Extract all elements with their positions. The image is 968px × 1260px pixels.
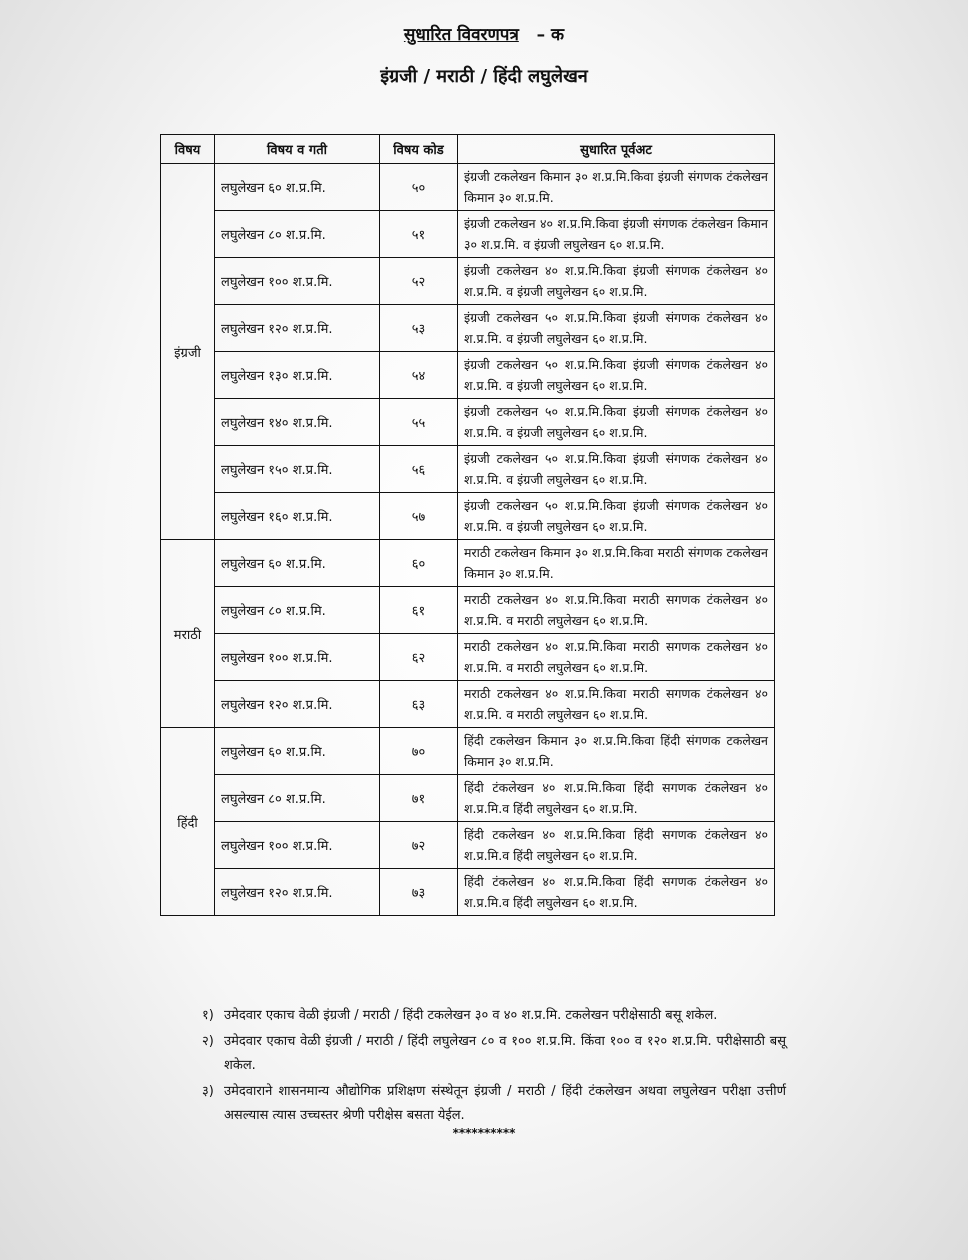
- code-cell: ६०: [380, 540, 458, 587]
- code-cell: ५५: [380, 399, 458, 446]
- table-row: [161, 540, 775, 587]
- note-number: १): [202, 1008, 214, 1023]
- speed-cell: लघुलेखन १०० श.प्र.मि.: [215, 258, 380, 305]
- code-cell: ५३: [380, 305, 458, 352]
- speed-cell: लघुलेखन १५० श.प्र.मि.: [215, 446, 380, 493]
- prerequisite-cell: मराठी टकलेखन किमान ३० श.प्र.मि.किवा मराठी संगणक टकलेखन किमान ३० श.प्र.मि.: [458, 540, 775, 587]
- document-subtitle: इंग्रजी / मराठी / हिंदी लघुलेखन: [380, 66, 588, 87]
- prerequisite-cell: इंग्रजी टकलेखन ४० श.प्र.मि.किवा इंग्रजी संगणक टंकलेखन ४० श.प्र.मि. व इंग्रजी लघुलेखन ६० श.प्र.मि.: [458, 258, 775, 305]
- note-number: २): [202, 1034, 214, 1049]
- table-row: [161, 258, 775, 305]
- prerequisite-cell: इंग्रजी टकलेखन किमान ३० श.प्र.मि.किवा इंग्रजी संगणक टंकलेखन किमान ३० श.प्र.मि.: [458, 164, 775, 211]
- code-cell: ७२: [380, 822, 458, 869]
- table-row: [161, 775, 775, 822]
- code-cell: ५४: [380, 352, 458, 399]
- header-subject-speed: विषय व गती: [215, 135, 380, 164]
- document-title: [0, 22, 968, 45]
- table-row: [161, 634, 775, 681]
- table-row: [161, 352, 775, 399]
- speed-cell: लघुलेखन १२० श.प्र.मि.: [215, 681, 380, 728]
- note-text: उमेदवार एकाच वेळी इंग्रजी / मराठी / हिंदी लघुलेखन ८० व १०० श.प्र.मि. किंवा १०० व १२० श.प्र.मि. परीक्षेसाठी बसू शकेल.: [224, 1034, 786, 1073]
- prerequisite-cell: मराठी टकलेखन ४० श.प्र.मि.किवा मराठी सगणक टकलेखन ४० श.प्र.मि. व मराठी लघुलेखन ६० श.प्र.मि.: [458, 634, 775, 681]
- speed-cell: लघुलेखन १४० श.प्र.मि.: [215, 399, 380, 446]
- speed-cell: लघुलेखन ६० श.प्र.मि.: [215, 728, 380, 775]
- prerequisite-cell: इंग्रजी टकलेखन ५० श.प्र.मि.किवा इंग्रजी संगणक टंकलेखन ४० श.प्र.मि. व इंग्रजी लघुलेखन ६० श.प्र.मि.: [458, 352, 775, 399]
- table-row: [161, 164, 775, 211]
- prerequisite-cell: मराठी टकलेखन ४० श.प्र.मि.किवा मराठी सगणक टंकलेखन ४० श.प्र.मि. व मराठी लघुलेखन ६० श.प्र.मि.: [458, 587, 775, 634]
- speed-cell: लघुलेखन १२० श.प्र.मि.: [215, 305, 380, 352]
- code-cell: ५२: [380, 258, 458, 305]
- end-mark: **********: [452, 1126, 516, 1140]
- document-title-suffix: – क: [536, 25, 565, 45]
- subject-cell: हिंदी: [161, 728, 215, 916]
- speed-cell: लघुलेखन १०० श.प्र.मि.: [215, 822, 380, 869]
- table-row: [161, 211, 775, 258]
- speed-cell: लघुलेखन ८० श.प्र.मि.: [215, 775, 380, 822]
- prerequisite-cell: हिंदी टकलेखन किमान ३० श.प्र.मि.किवा हिंदी संगणक टकलेखन किमान ३० श.प्र.मि.: [458, 728, 775, 775]
- code-cell: ६२: [380, 634, 458, 681]
- note-text: उमेदवार एकाच वेळी इंग्रजी / मराठी / हिंदी टकलेखन ३० व ४० श.प्र.मि. टकलेखन परीक्षेसाठी बसू शकेल.: [224, 1008, 718, 1023]
- speed-cell: लघुलेखन १६० श.प्र.मि.: [215, 493, 380, 540]
- prerequisite-cell: इंग्रजी टकलेखन ५० श.प्र.मि.किवा इंग्रजी संगणक टंकलेखन ४० श.प्र.मि. व इंग्रजी लघुलेखन ६० श.प्र.मि.: [458, 493, 775, 540]
- notes-list: [202, 1004, 786, 1130]
- note-item: [202, 1030, 786, 1078]
- speed-cell: लघुलेखन १०० श.प्र.मि.: [215, 634, 380, 681]
- code-cell: ५०: [380, 164, 458, 211]
- table-row: [161, 446, 775, 493]
- prerequisite-cell: हिंदी टंकलेखन ४० श.प्र.मि.किवा हिंदी सगणक टंकलेखन ४० श.प्र.मि.व हिंदी लघुलेखन ६० श.प्र.मि.: [458, 869, 775, 916]
- prerequisite-cell: हिंदी टंकलेखन ४० श.प्र.मि.किवा हिंदी सगणक टंकलेखन ४० श.प्र.मि.व हिंदी लघुलेखन ६० श.प्र.मि.: [458, 775, 775, 822]
- header-revised-prerequisite: सुधारित पूर्वअट: [458, 135, 775, 164]
- code-cell: ७३: [380, 869, 458, 916]
- note-item: [202, 1004, 786, 1028]
- note-number: ३): [202, 1084, 214, 1099]
- code-cell: ५१: [380, 211, 458, 258]
- prerequisite-cell: इंग्रजी टकलेखन ५० श.प्र.मि.किवा इंग्रजी संगणक टंकलेखन ४० श.प्र.मि. व इंग्रजी लघुलेखन ६० श.प्र.मि.: [458, 399, 775, 446]
- note-text: उमेदवाराने शासनमान्य औद्योगिक प्रशिक्षण संस्थेतून इंग्रजी / मराठी / हिंदी टंकलेखन अथवा लघुलेखन परीक्षा उत्तीर्ण असल्यास त्यास उच्चस्तर श्रेणी परीक्षेस बसता येईल.: [224, 1084, 786, 1123]
- code-cell: ५६: [380, 446, 458, 493]
- code-cell: ६१: [380, 587, 458, 634]
- speed-cell: लघुलेखन १३० श.प्र.मि.: [215, 352, 380, 399]
- table-row: [161, 728, 775, 775]
- speed-cell: लघुलेखन १२० श.प्र.मि.: [215, 869, 380, 916]
- table-row: [161, 305, 775, 352]
- table-row: [161, 822, 775, 869]
- code-cell: ६३: [380, 681, 458, 728]
- speed-cell: लघुलेखन ८० श.प्र.मि.: [215, 587, 380, 634]
- subject-cell: मराठी: [161, 540, 215, 728]
- prerequisite-cell: इंग्रजी टकलेखन ५० श.प्र.मि.किवा इंग्रजी संगणक टंकलेखन ४० श.प्र.मि. व इंग्रजी लघुलेखन ६० श.प्र.मि.: [458, 446, 775, 493]
- code-cell: ५७: [380, 493, 458, 540]
- speed-cell: लघुलेखन ८० श.प्र.मि.: [215, 211, 380, 258]
- table-body: [161, 164, 775, 916]
- table-row: [161, 869, 775, 916]
- prerequisite-cell: हिंदी टकलेखन ४० श.प्र.मि.किवा हिंदी सगणक टंकलेखन ४० श.प्र.मि.व हिंदी लघुलेखन ६० श.प्र.मि.: [458, 822, 775, 869]
- table-row: [161, 399, 775, 446]
- table-row: [161, 681, 775, 728]
- prerequisite-cell: मराठी टकलेखन ४० श.प्र.मि.किवा मराठी सगणक टंकलेखन ४० श.प्र.मि. व मराठी लघुलेखन ६० श.प्र.मि.: [458, 681, 775, 728]
- table-row: [161, 493, 775, 540]
- speed-cell: लघुलेखन ६० श.प्र.मि.: [215, 164, 380, 211]
- code-cell: ७०: [380, 728, 458, 775]
- speed-cell: लघुलेखन ६० श.प्र.मि.: [215, 540, 380, 587]
- prerequisite-table: [160, 134, 775, 916]
- code-cell: ७१: [380, 775, 458, 822]
- note-item: [202, 1080, 786, 1128]
- header-subject: विषय: [161, 135, 215, 164]
- document-title-text: सुधारित विवरणपत्र: [403, 25, 519, 45]
- prerequisite-cell: इंग्रजी टकलेखन ४० श.प्र.मि.किवा इंग्रजी संगणक टंकलेखन किमान ३० श.प्र.मि. व इंग्रजी लघुलेखन ६० श.प्र.मि.: [458, 211, 775, 258]
- table-header-row: [161, 135, 775, 164]
- subject-cell: इंग्रजी: [161, 164, 215, 540]
- table-row: [161, 587, 775, 634]
- prerequisite-cell: इंग्रजी टकलेखन ५० श.प्र.मि.किवा इंग्रजी संगणक टंकलेखन ४० श.प्र.मि. व इंग्रजी लघुलेखन ६० श.प्र.मि.: [458, 305, 775, 352]
- header-subject-code: विषय कोड: [380, 135, 458, 164]
